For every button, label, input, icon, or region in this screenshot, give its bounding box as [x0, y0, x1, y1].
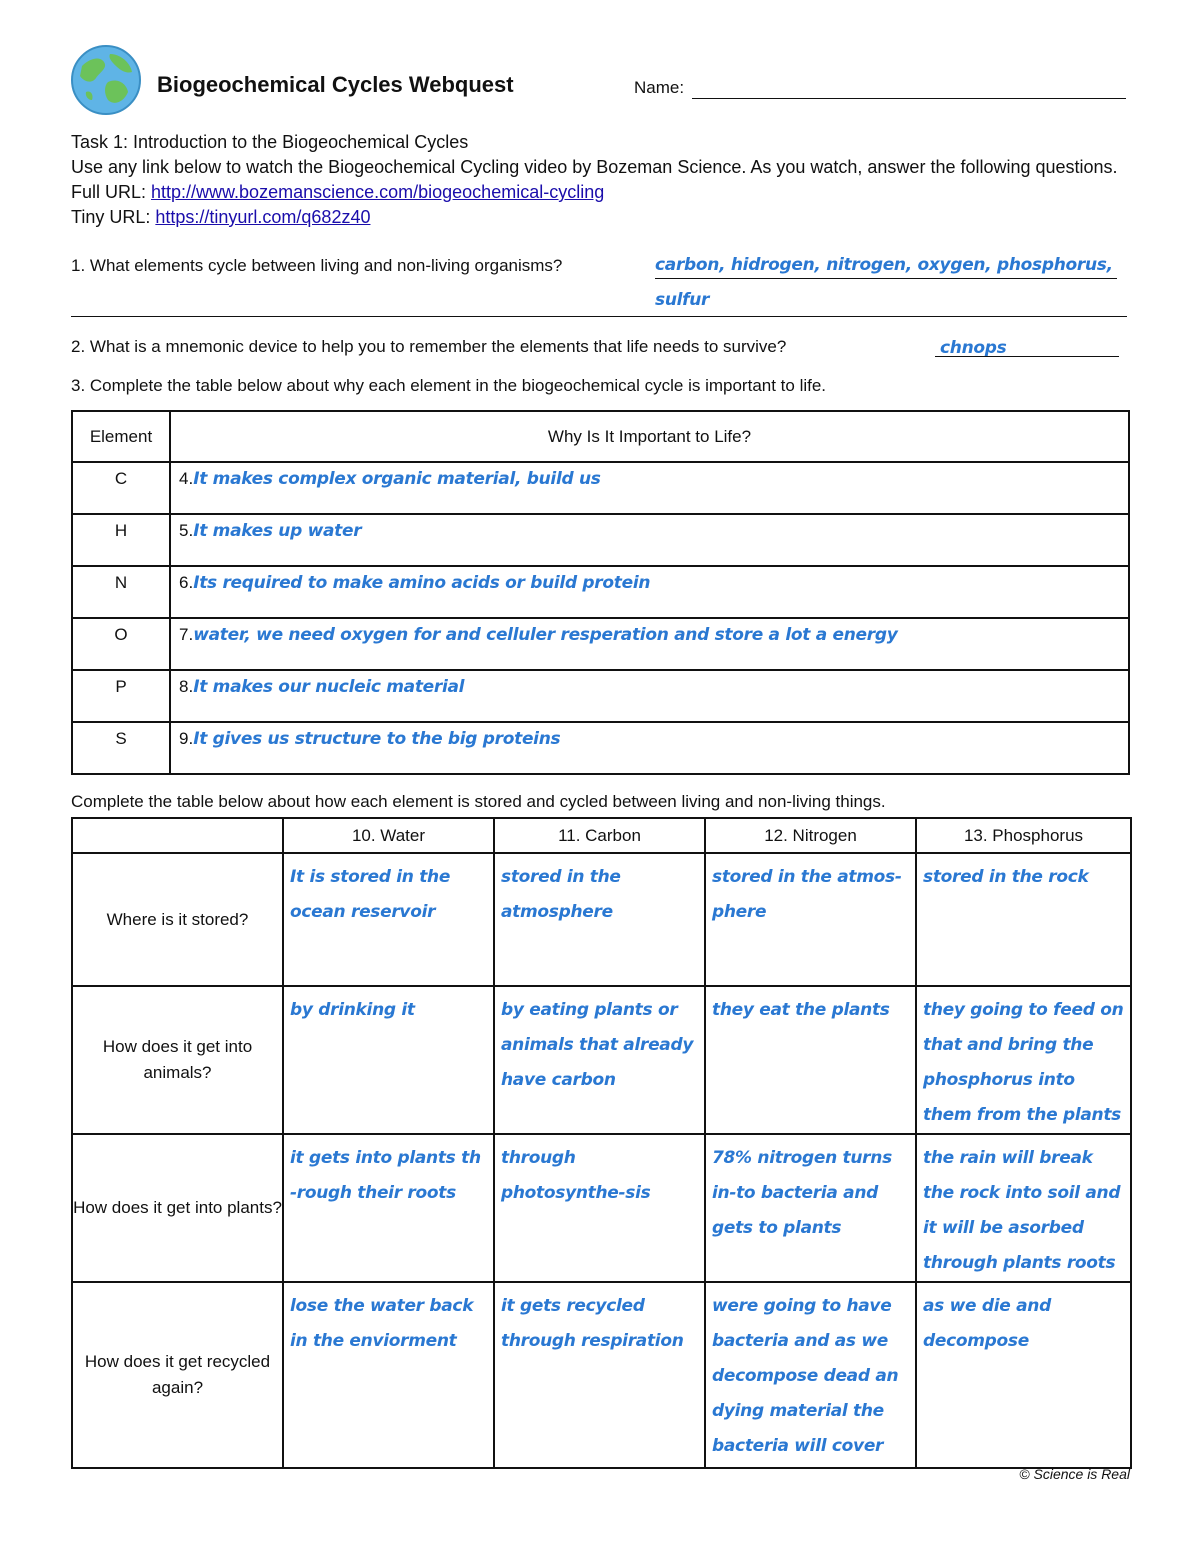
answer-cell[interactable]: 7.water, we need oxygen for and celluler resperation and store a lot a energy [170, 618, 1129, 670]
answer-1-line2: sulfur [655, 290, 710, 310]
answer-1-underline-2 [71, 316, 1127, 317]
answer-cell[interactable]: lose the water back in the enviorment [283, 1282, 494, 1468]
table-row [72, 618, 1129, 670]
copyright-footer: © Science is Real [1019, 1466, 1130, 1482]
answer-cell[interactable]: it gets recycled through respiration [494, 1282, 705, 1468]
question-1: 1. What elements cycle between living and non-living organisms? [71, 256, 563, 275]
answer-cell[interactable]: by eating plants or animals that already have carbon [494, 986, 705, 1134]
answer-cell[interactable]: stored in the rock [916, 853, 1131, 986]
table2-header-phosphorus: 13. Phosphorus [916, 818, 1131, 853]
row-label: How does it get into animals? [72, 986, 283, 1134]
answer-cell[interactable]: by drinking it [283, 986, 494, 1134]
element-importance-table [71, 410, 1130, 775]
table2-header-water: 10. Water [283, 818, 494, 853]
answer-2-underline [935, 356, 1119, 357]
answer-cell[interactable]: 5.It makes up water [170, 514, 1129, 566]
question-3: 3. Complete the table below about why each element in the biogeochemical cycle is important to life. [71, 376, 827, 395]
answer-cell[interactable]: 6.Its required to make amino acids or build protein [170, 566, 1129, 618]
table-row [72, 514, 1129, 566]
task-instructions: Use any link below to watch the Biogeochemical Cycling video by Bozeman Science. As you watch, answer the following questions. Full URL: http://www.bozemanscience.com/biogeochemical-cycling [71, 157, 1118, 202]
table1-header-element: Element [72, 411, 170, 462]
answer-cell[interactable]: 4.It makes complex organic material, build us [170, 462, 1129, 514]
task-heading: Task 1: Introduction to the Biogeochemical Cycles [71, 132, 469, 152]
table-row [72, 1134, 1131, 1282]
page-title: Biogeochemical Cycles Webquest [157, 72, 514, 97]
answer-cell[interactable]: 78% nitrogen turns in-to bacteria and gets to plants [705, 1134, 916, 1282]
answer-cell[interactable]: they eat the plants [705, 986, 916, 1134]
full-url-link[interactable]: http://www.bozemanscience.com/biogeochemical-cycling [151, 182, 605, 202]
answer-cell[interactable]: they going to feed on that and bring the phosphorus into them from the plants [916, 986, 1131, 1134]
table-row [72, 1282, 1131, 1468]
name-label: Name: [634, 78, 685, 97]
answer-cell[interactable]: It is stored in the ocean reservoir [283, 853, 494, 986]
answer-cell[interactable]: 8.It makes our nucleic material [170, 670, 1129, 722]
element-cycle-table [71, 817, 1132, 1469]
table-row [72, 462, 1129, 514]
table2-header-blank [72, 818, 283, 853]
tiny-url-link[interactable]: https://tinyurl.com/q682z40 [155, 207, 371, 227]
element-symbol: P [72, 670, 170, 722]
table1-header-why: Why Is It Important to Life? [170, 411, 1129, 462]
answer-1-underline [655, 278, 1117, 279]
question-2: 2. What is a mnemonic device to help you to remember the elements that life needs to survive? [71, 337, 787, 356]
row-label: Where is it stored? [72, 853, 283, 986]
table2-header-carbon: 11. Carbon [494, 818, 705, 853]
table-row [72, 853, 1131, 986]
name-line[interactable] [692, 98, 1126, 99]
element-symbol: O [72, 618, 170, 670]
table2-header-nitrogen: 12. Nitrogen [705, 818, 916, 853]
table2-caption: Complete the table below about how each element is stored and cycled between living and non-living things. [71, 792, 886, 811]
row-label: How does it get recycled again? [72, 1282, 283, 1468]
table-row [72, 566, 1129, 618]
table-row [72, 670, 1129, 722]
answer-cell[interactable]: stored in the atmos-phere [705, 853, 916, 986]
element-symbol: N [72, 566, 170, 618]
answer-cell[interactable]: as we die and decompose [916, 1282, 1131, 1468]
answer-cell[interactable]: the rain will break the rock into soil and it will be asorbed through plants roots [916, 1134, 1131, 1282]
globe-icon [70, 44, 142, 116]
answer-cell[interactable]: were going to have bacteria and as we decompose dead an dying material the bacteria will cover [705, 1282, 916, 1468]
answer-1-line1: carbon, hidrogen, nitrogen, oxygen, phosphorus, [655, 255, 1113, 275]
element-symbol: S [72, 722, 170, 774]
tiny-url-line: Tiny URL: https://tinyurl.com/q682z40 [71, 207, 371, 227]
element-symbol: C [72, 462, 170, 514]
table-row [72, 722, 1129, 774]
answer-cell[interactable]: it gets into plants th -rough their roots [283, 1134, 494, 1282]
answer-cell[interactable]: through photosynthe-sis [494, 1134, 705, 1282]
answer-cell[interactable]: 9.It gives us structure to the big proteins [170, 722, 1129, 774]
element-symbol: H [72, 514, 170, 566]
answer-2: chnops [940, 338, 1007, 358]
task-intro [71, 130, 1131, 230]
answer-cell[interactable]: stored in the atmosphere [494, 853, 705, 986]
table-row [72, 986, 1131, 1134]
row-label: How does it get into plants? [72, 1134, 283, 1282]
